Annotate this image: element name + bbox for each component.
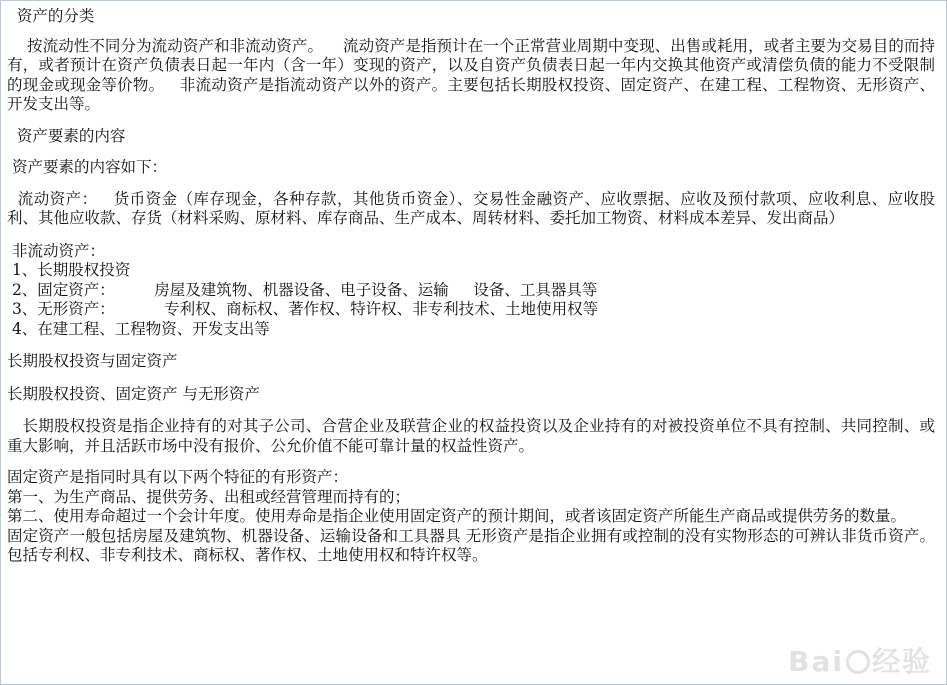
document-body [7, 7, 935, 566]
fixed-assets-feature-2: 第二、使用寿命超过一个会计年度。使用寿命是指企业使用固定资产的预计期间，或者该固定资产所能生产商品或提供劳务的数量。 [7, 507, 907, 525]
fixed-assets-definition: 固定资产是指同时具有以下两个特征的有形资产： [7, 468, 349, 486]
paw-icon [846, 650, 870, 674]
heading-asset-elements: 资产要素的内容 [7, 126, 126, 145]
fixed-assets-feature-1: 第一、为生产商品、提供劳务、出租或经营管理而持有的； [7, 487, 411, 506]
watermark-text-left: Bai [788, 645, 844, 678]
noncurrent-item-3: 3、无形资产： 专利权、商标权、著作权、特许权、非专利技术、土地使用权等 [7, 300, 599, 318]
heading-equity-and-fixed: 长期股权投资与固定资产 [7, 352, 178, 370]
baidu-jingyan-watermark [788, 640, 932, 680]
paragraph-current-assets: 流动资产： 货币资金（库存现金，各种存款，其他货币资金）、交易性金融资产、应收票据、应收及预付款项、应收利息、应收股利、其他应收款、存货（材料采购、原材料、库存商品、生产成本、周转材料、委托加工物资、材料成本差异、发出商品） [7, 189, 935, 227]
paragraph-long-term-equity: 长期股权投资是指企业持有的对其子公司、合营企业及联营企业的权益投资以及企业持有的对被投资单位不具有控制、共同控制、或重大影响，并且活跃市场中没有报价、公允价值不能可靠计量的权益性资产。 [7, 417, 935, 455]
heading-equity-fixed-intangible: 长期股权投资、固定资产 与无形资产 [7, 384, 260, 403]
heading-asset-classification: 资产的分类 [7, 7, 95, 25]
noncurrent-item-2: 2、固定资产： 房屋及建筑物、机器设备、电子设备、运输 设备、工具器具等 [7, 280, 598, 299]
paragraph-fixed-and-intangible: 固定资产一般包括房屋及建筑物、机器设备、运输设备和工具器具 无形资产是指企业拥有或控制的没有实物形态的可辨认非货币资产。包括专利权、非专利技术、商标权、著作权、土地使用权和特许权等。 [7, 526, 935, 564]
watermark-text-right: 经验 [871, 645, 932, 678]
asset-elements-intro: 资产要素的内容如下： [7, 158, 167, 176]
noncurrent-item-4: 4、在建工程、工程物资、开发支出等 [7, 319, 270, 338]
noncurrent-item-1: 1、长期股权投资 [7, 261, 131, 279]
noncurrent-assets-title: 非流动资产： [7, 241, 105, 260]
paragraph-liquidity-classification: 按流动性不同分为流动资产和非流动资产。 流动资产是指预计在一个正常营业周期中变现、出售或耗用，或者主要为交易目的而持有，或者预计在资产负债表日起一年内（含一年）变现的资产，以及自资产负债表日起一年内交换其他资产或清偿负债的能力不受限制的现金或现金等价物。 非流动资产是指流动资产以外的资产。主要包括长期股权投资、固定资产、在建工程、工程物资、无形资产、开发支出等。 [7, 36, 935, 113]
